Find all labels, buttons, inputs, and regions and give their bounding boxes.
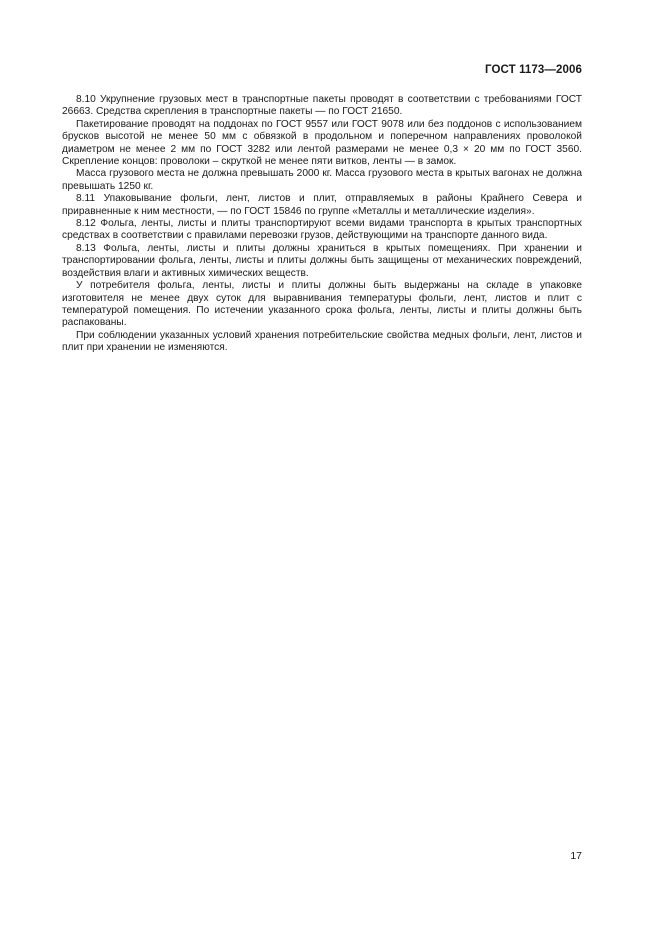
paragraph-consumer-storage: У потребителя фольга, ленты, листы и плиты должны быть выдержаны на складе в упаковке изготовителя не менее двух суток для выравнивания температуры фольги, лент, листов и плит с температурой помещения. По истечении указанного срока фольга, ленты, листы и плиты должны быть распакованы. [62, 280, 582, 329]
paragraph-8-10: 8.10 Укрупнение грузовых мест в транспортные пакеты проводят в соответствии с требованиями ГОСТ 26663. Средства скрепления в транспортные пакеты — по ГОСТ 21650. [62, 94, 582, 118]
paragraph-8-11: 8.11 Упаковывание фольги, лент, листов и плит, отправляемых в районы Крайнего Севера и приравненные к ним местности, — по ГОСТ 15846 по группе «Металлы и металлические изделия». [62, 193, 582, 217]
document-header-id: ГОСТ 1173—2006 [485, 64, 582, 76]
paragraph-cargo-mass: Масса грузового места не должна превышать 2000 кг. Масса грузового места в крытых вагонах не должна превышать 1250 кг. [62, 168, 582, 192]
page-number: 17 [570, 850, 582, 862]
body-text [62, 94, 582, 355]
paragraph-storage-conditions: При соблюдении указанных условий хранения потребительские свойства медных фольги, лент, листов и плит при хранении не изменяются. [62, 329, 582, 354]
paragraph-packaging: Пакетирование проводят на поддонах по ГОСТ 9557 или ГОСТ 9078 или без поддонов с использованием брусков высотой не менее 50 мм с обвязкой в продольном и поперечном направлениях проволокой диаметром не менее 2 мм по ГОСТ 3282 или лентой размерами не менее 0,3 × 20 мм по ГОСТ 3560. Скрепление концов: проволоки – скруткой не менее пяти витков, ленты — в замок. [62, 118, 582, 168]
paragraph-8-12: 8.12 Фольга, ленты, листы и плиты транспортируют всеми видами транспорта в крытых транспортных средствах в соответствии с правилами перевозки грузов, действующими на транспорте данного вида. [62, 218, 582, 242]
paragraph-8-13: 8.13 Фольга, ленты, листы и плиты должны храниться в крытых помещениях. При хранении и транспортировании фольга, ленты, листы и плиты должны быть защищены от механических повреждений, воздействия влаги и активных химических веществ. [62, 242, 582, 279]
